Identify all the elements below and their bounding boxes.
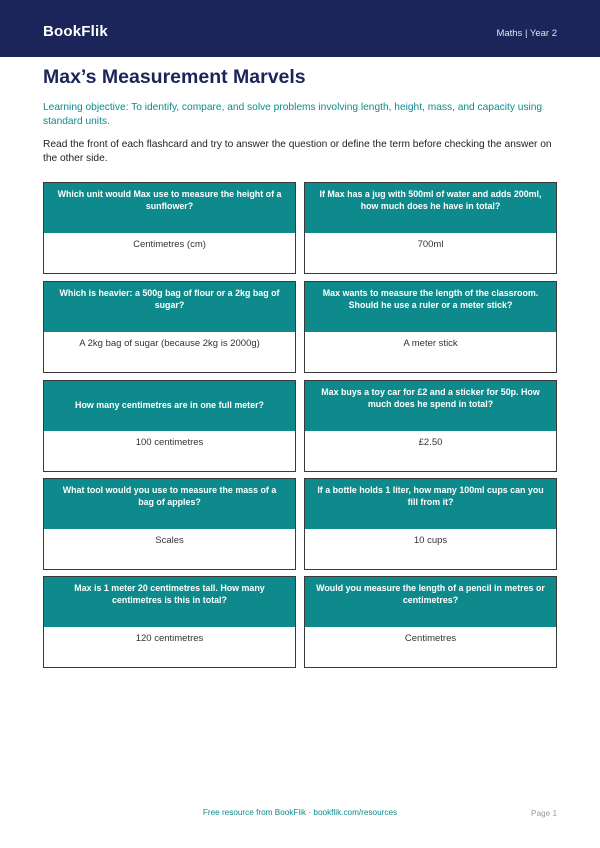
flashcard-back: Centimetres (cm): [133, 239, 206, 250]
flashcard-front: If Max has a jug with 500ml of water and adds 200ml, how much does he have in total?: [305, 183, 556, 233]
page-title: Max’s Measurement Marvels: [43, 66, 306, 88]
flashcard[interactable]: [304, 281, 557, 373]
flashcard-front: Max buys a toy car for £2 and a sticker for 50p. How much does he spend in total?: [305, 381, 556, 431]
learning-objective: Learning objective: To identify, compare, and solve problems involving length, height, mass, and capacity using standard units.: [43, 102, 543, 127]
flashcard-back: A meter stick: [403, 338, 458, 349]
flashcard[interactable]: [304, 380, 557, 472]
flashcard-back: A 2kg bag of sugar (because 2kg is 2000g): [79, 338, 260, 349]
flashcard-back: 10 cups: [413, 535, 448, 546]
page-number: Page 1: [531, 809, 557, 818]
flashcard-back: 700ml: [417, 239, 444, 250]
header-bar: [0, 0, 600, 57]
flashcard-back: £2.50: [418, 437, 443, 448]
flashcard[interactable]: [43, 478, 296, 570]
instructions: Read the front of each flashcard and try to answer the question or define the term before checking the answer on the other side.: [43, 139, 552, 164]
flashcard[interactable]: [43, 380, 296, 472]
flashcard-back: Centimetres: [404, 633, 457, 644]
flashcard[interactable]: [304, 478, 557, 570]
flashcard-front: Would you measure the length of a pencil in metres or centimetres?: [305, 577, 556, 627]
flashcard-front: Which is heavier: a 500g bag of flour or a 2kg bag of sugar?: [44, 282, 295, 332]
flashcard-front: Which unit would Max use to measure the height of a sunflower?: [44, 183, 295, 233]
flashcard-back: 120 centimetres: [135, 633, 204, 644]
flashcard[interactable]: [43, 182, 296, 274]
flashcard[interactable]: [43, 281, 296, 373]
flashcard-front: How many centimetres are in one full meter?: [44, 381, 295, 431]
brand-logo[interactable]: BookFlik: [43, 23, 108, 40]
subject-year-label: Maths | Year 2: [496, 28, 557, 39]
flashcard-front: Max wants to measure the length of the classroom. Should he use a ruler or a meter stick?: [305, 282, 556, 332]
flashcard-back: Scales: [155, 535, 184, 546]
flashcard-front: Max is 1 meter 20 centimetres tall. How many centimetres is this in total?: [44, 577, 295, 627]
flashcard-back: 100 centimetres: [135, 437, 204, 448]
flashcard-front: What tool would you use to measure the mass of a bag of apples?: [44, 479, 295, 529]
flashcard[interactable]: [304, 182, 557, 274]
flashcard-front: If a bottle holds 1 liter, how many 100ml cups can you fill from it?: [305, 479, 556, 529]
flashcard[interactable]: [43, 576, 296, 668]
flashcard[interactable]: [304, 576, 557, 668]
footer-link[interactable]: Free resource from BookFlik · bookflik.com/resources: [202, 808, 398, 817]
